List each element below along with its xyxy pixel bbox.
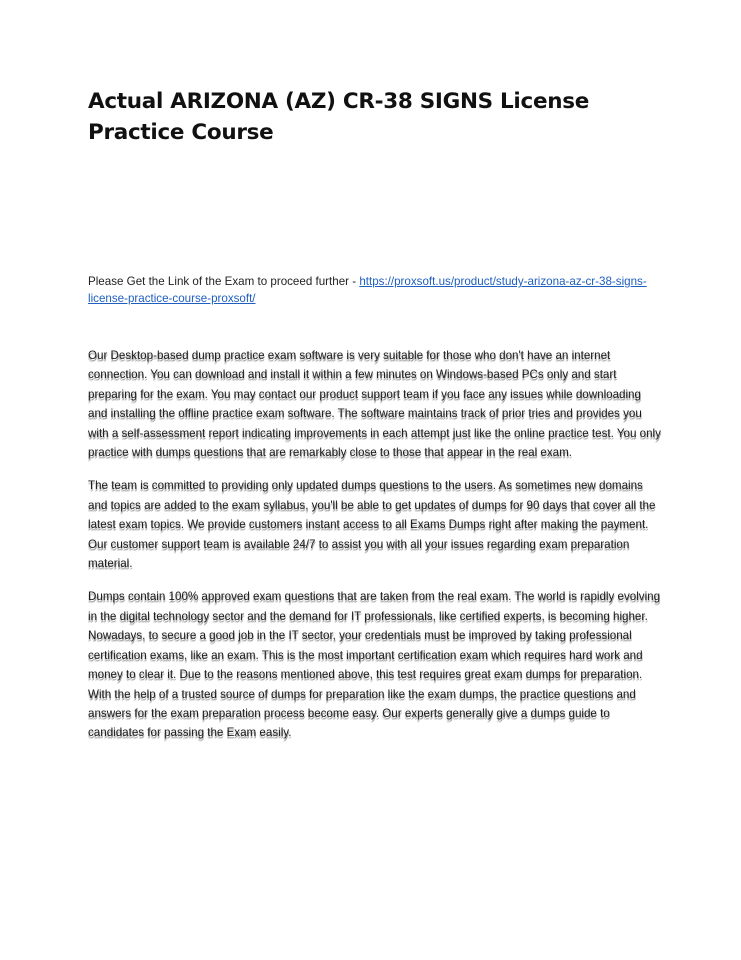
paragraph-desktop-software: Our Desktop-based dump practice exam software is very suitable for those who don't have an internet connection. You can download and install it within a few minutes on Windows-based PCs only and start preparing for the exam. You may contact our product support team if you face any issues while downloading and installing the offline practice exam software. The software maintains track of prior tries and provides you with a self-assessment report indicating improvements in each attempt just like the online practice test. You only practice with dumps questions that are remarkably close to those that appear in the real exam. xyxy=(88,349,661,460)
link-paragraph xyxy=(88,273,663,307)
page-title: Actual ARIZONA (AZ) CR-38 SIGNS License Practice Course xyxy=(88,89,590,145)
link-prefix: Please Get the Link of the Exam to proceed further - xyxy=(88,275,360,288)
body-text xyxy=(88,346,663,757)
paragraph-approved-questions: Dumps contain 100% approved exam questions that are taken from the real exam. The world is rapidly evolving in the digital technology sector and the demand for IT professionals, like certified experts, is becoming higher. Nowadays, to secure a good job in the IT sector, your credentials must be improved by taking professional certification exams, like an exam. This is the most important certification exam which requires hard work and money to clear it. Due to the reasons mentioned above, this test requires great exam dumps for preparation. With the help of a trusted source of dumps for preparation like the exam dumps, the practice questions and answers for the exam preparation process become easy. Our experts generally give a dumps guide to candidates for passing the Exam easily. xyxy=(88,590,661,740)
exam-link[interactable]: https://proxsoft.us/product/study-arizona-az-cr-38-signs-license-practice-course-proxsoft/ xyxy=(88,275,647,305)
paragraph-team-updates: The team is committed to providing only updated dumps questions to the users. As sometimes new domains and topics are added to the exam syllabus, you'll be able to get updates of dumps for 90 days that cover all the latest exam topics. We provide customers instant access to all Exams Dumps right after making the payment. Our customer support team is available 24/7 to assist you with all your issues regarding exam preparation material. xyxy=(88,479,656,571)
